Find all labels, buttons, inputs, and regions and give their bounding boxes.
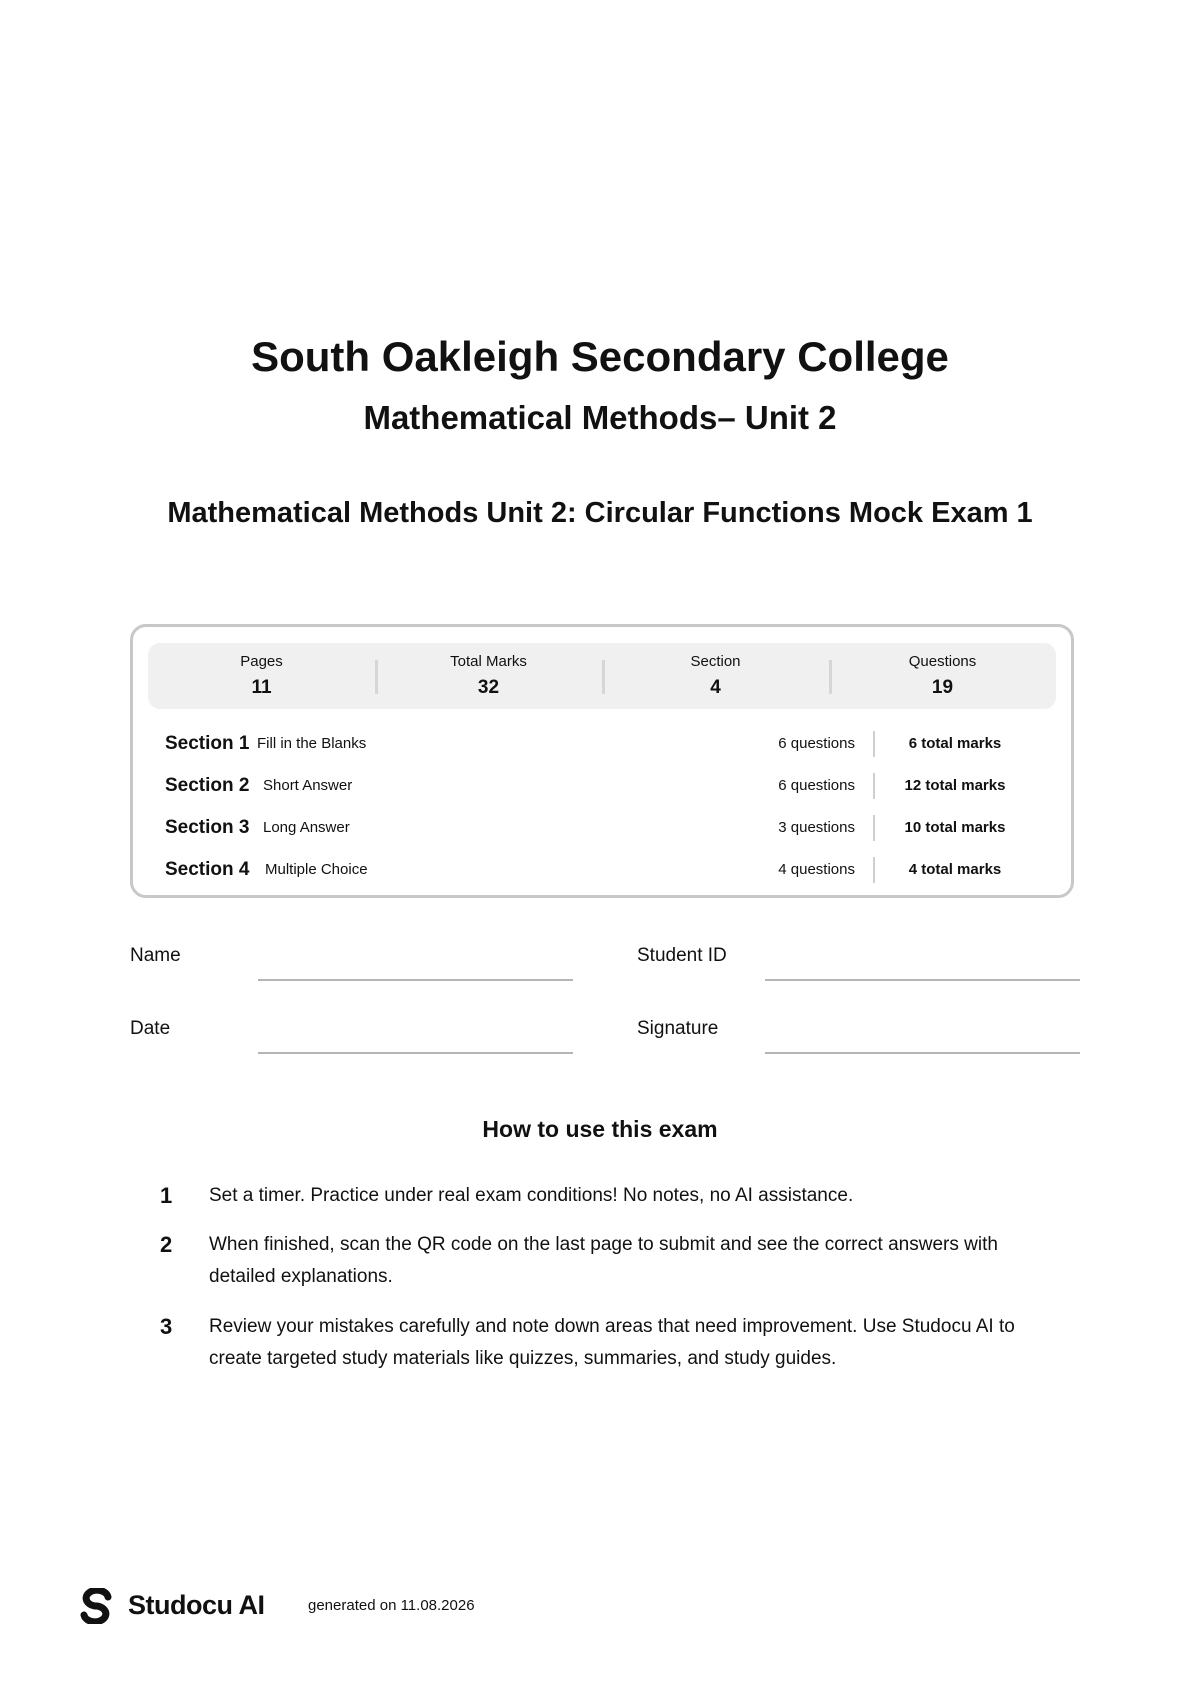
section-questions: 3 questions (778, 819, 855, 836)
section-questions: 6 questions (778, 735, 855, 752)
date-label: Date (130, 1018, 171, 1039)
stat-value: 4 (710, 677, 721, 698)
stat-label: Section (690, 653, 741, 670)
exam-title: Mathematical Methods Unit 2: Circular Functions Mock Exam 1 (167, 497, 1033, 529)
section-divider (873, 815, 875, 841)
student-id-field[interactable] (637, 941, 1080, 981)
signature-input-line[interactable] (765, 1052, 1080, 1054)
student-id-label: Student ID (637, 945, 727, 966)
exam-summary-box (130, 624, 1074, 898)
section-row-3 (165, 813, 1045, 843)
section-row-1 (165, 729, 1045, 759)
step-text: When finished, scan the QR code on the last page to submit and see the correct answers with detailed explanations. (209, 1234, 998, 1287)
stats-bar (148, 643, 1056, 709)
section-divider (873, 773, 875, 799)
section-name: Section 4 (165, 859, 250, 880)
section-divider (873, 731, 875, 757)
section-name: Section 1 (165, 733, 250, 754)
date-field[interactable] (130, 1014, 573, 1054)
stat-value: 32 (477, 677, 500, 698)
step-number: 3 (160, 1314, 173, 1339)
section-type: Long Answer (263, 819, 350, 836)
stat-value: 19 (931, 677, 954, 698)
stat-label: Pages (240, 653, 283, 670)
howto-title: How to use this exam (482, 1116, 718, 1142)
section-marks: 10 total marks (904, 819, 1006, 836)
stat-section (602, 643, 829, 709)
name-field[interactable] (130, 941, 573, 981)
howto-step-2 (160, 1229, 1060, 1295)
section-name: Section 2 (165, 775, 250, 796)
stat-value: 11 (251, 677, 272, 698)
section-marks: 6 total marks (908, 735, 1002, 752)
step-number: 2 (160, 1232, 173, 1257)
section-row-4 (165, 855, 1045, 885)
student-id-input-line[interactable] (765, 979, 1080, 981)
date-input-line[interactable] (258, 1052, 573, 1054)
section-name: Section 3 (165, 817, 250, 838)
course-title: Mathematical Methods– Unit 2 (363, 399, 837, 436)
stat-questions (829, 643, 1056, 709)
step-number: 1 (160, 1183, 173, 1208)
name-label: Name (130, 945, 181, 966)
section-marks: 12 total marks (904, 777, 1006, 794)
name-input-line[interactable] (258, 979, 573, 981)
section-divider (873, 857, 875, 883)
studocu-logo-icon (78, 1588, 114, 1624)
step-text: Review your mistakes carefully and note down areas that need improvement. Use Studocu AI to create targeted study materials like quizzes, summaries, and study guides. (209, 1316, 1015, 1369)
section-marks: 4 total marks (908, 861, 1002, 878)
signature-label: Signature (637, 1018, 719, 1039)
brand-name: Studocu AI (128, 1590, 265, 1620)
section-type: Multiple Choice (265, 861, 368, 878)
signature-field[interactable] (637, 1014, 1080, 1054)
stat-total-marks (375, 643, 602, 709)
section-questions: 6 questions (778, 777, 855, 794)
section-type: Fill in the Blanks (257, 735, 367, 752)
step-text: Set a timer. Practice under real exam conditions! No notes, no AI assistance. (209, 1185, 854, 1206)
howto-step-3 (160, 1311, 1060, 1377)
generated-date: generated on 11.08.2026 (308, 1597, 475, 1614)
howto-step-1 (160, 1180, 1060, 1216)
school-title: South Oakleigh Secondary College (251, 333, 949, 380)
section-type: Short Answer (263, 777, 353, 794)
stat-pages (148, 643, 375, 709)
stat-label: Questions (908, 653, 977, 670)
section-row-2 (165, 771, 1045, 801)
stat-label: Total Marks (450, 653, 527, 670)
section-questions: 4 questions (778, 861, 855, 878)
